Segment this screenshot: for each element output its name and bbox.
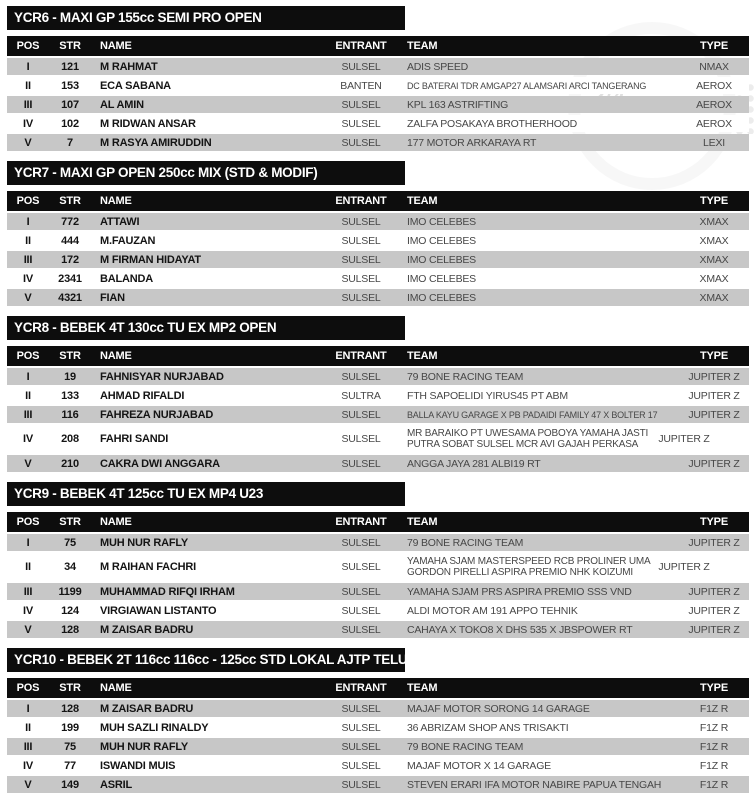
section-title-bar <box>7 648 417 672</box>
pos-cell: III <box>23 408 33 421</box>
name-cell: M RAHMAT <box>100 60 158 73</box>
team-cell: BALLA KAYU GARAGE X PB PADAIDI FAMILY 47 X BOLTER 17 <box>407 409 658 420</box>
col-header-str: STR <box>59 350 81 362</box>
name-cell: FIAN <box>100 291 125 304</box>
result-row <box>7 425 749 453</box>
pos-cell: IV <box>23 272 33 285</box>
str-cell: 208 <box>61 433 79 445</box>
col-header-pos: POS <box>16 516 40 528</box>
str-cell: 124 <box>61 604 79 617</box>
entrant-cell: SULSEL <box>341 291 381 304</box>
type-cell: JUPITER Z <box>688 457 740 470</box>
str-cell: 444 <box>61 234 79 247</box>
name-cell: BALANDA <box>100 272 153 285</box>
team-cell: 79 BONE RACING TEAM <box>407 536 524 549</box>
result-row <box>7 289 749 306</box>
name-cell: VIRGIAWAN LISTANTO <box>100 604 217 617</box>
result-row <box>7 134 749 151</box>
race-class-section <box>7 161 749 306</box>
team-cell: IMO CELEBES <box>407 291 476 304</box>
pos-cell: V <box>24 136 32 149</box>
pos-cell: I <box>26 370 30 383</box>
str-cell: 149 <box>61 778 79 791</box>
type-cell: JUPITER Z <box>688 623 740 636</box>
col-header-type: TYPE <box>700 195 728 207</box>
type-cell: F1Z R <box>699 759 729 772</box>
result-row <box>7 621 749 638</box>
pos-cell: I <box>26 536 30 549</box>
team-cell: 79 BONE RACING TEAM <box>407 370 524 383</box>
team-cell: MAJAF MOTOR SORONG 14 GARAGE <box>407 702 590 715</box>
name-cell: AL AMIN <box>100 98 144 111</box>
result-row <box>7 270 749 287</box>
result-row <box>7 58 749 75</box>
name-cell: ASRIL <box>100 778 133 791</box>
str-cell: 210 <box>61 457 79 470</box>
name-cell: CAKRA DWI ANGGARA <box>100 457 220 470</box>
col-header-pos: POS <box>16 40 40 52</box>
col-header-pos: POS <box>16 195 40 207</box>
table-header-row <box>7 678 749 698</box>
section-title-bar <box>7 316 405 340</box>
team-cell: KPL 163 ASTRIFTING <box>407 98 509 111</box>
col-header-team: TEAM <box>407 40 438 52</box>
col-header-type: TYPE <box>700 682 728 694</box>
team-cell: ALDI MOTOR AM 191 APPO TEHNIK <box>407 604 578 617</box>
team-cell: STEVEN ERARI IFA MOTOR NABIRE PAPUA TENGAH <box>407 778 662 791</box>
entrant-cell: SULSEL <box>341 561 381 573</box>
type-cell: AEROX <box>696 98 732 111</box>
str-cell: 772 <box>61 215 79 228</box>
col-header-team: TEAM <box>407 682 438 694</box>
entrant-cell: SULSEL <box>341 702 381 715</box>
result-row <box>7 776 749 793</box>
entrant-cell: SULSEL <box>341 585 381 598</box>
result-row <box>7 700 749 717</box>
table-header-row <box>7 512 749 532</box>
pos-cell: III <box>23 98 33 111</box>
type-cell: JUPITER Z <box>688 370 740 383</box>
team-cell: ZALFA POSAKAYA BROTHERHOOD <box>407 117 578 130</box>
pos-cell: I <box>26 60 30 73</box>
team-cell: MAJAF MOTOR X 14 GARAGE <box>407 759 551 772</box>
pos-cell: I <box>26 215 30 228</box>
col-header-str: STR <box>59 516 81 528</box>
entrant-cell: SULSEL <box>341 370 381 383</box>
team-cell: 177 MOTOR ARKARAYA RT <box>407 136 537 149</box>
type-cell: JUPITER Z <box>658 561 710 573</box>
team-cell: IMO CELEBES <box>407 253 476 266</box>
team-cell: IMO CELEBES <box>407 215 476 228</box>
col-header-name: NAME <box>100 516 132 528</box>
pos-cell: IV <box>23 433 33 445</box>
type-cell: AEROX <box>696 117 732 130</box>
team-cell: ADIS SPEED <box>407 60 469 73</box>
str-cell: 75 <box>64 536 76 549</box>
result-row <box>7 583 749 600</box>
str-cell: 1199 <box>58 585 82 598</box>
type-cell: XMAX <box>699 215 729 228</box>
pos-cell: II <box>25 234 31 247</box>
str-cell: 19 <box>64 370 76 383</box>
team-cell: IMO CELEBES <box>407 272 476 285</box>
type-cell: XMAX <box>699 272 729 285</box>
str-cell: 7 <box>67 136 73 149</box>
result-row <box>7 719 749 736</box>
entrant-cell: SULSEL <box>341 604 381 617</box>
name-cell: MUHAMMAD RIFQI IRHAM <box>100 585 235 598</box>
str-cell: 77 <box>64 759 76 772</box>
pos-cell: V <box>24 457 32 470</box>
str-cell: 153 <box>61 79 79 92</box>
str-cell: 75 <box>64 740 76 753</box>
race-class-section <box>7 6 749 151</box>
pos-cell: III <box>23 253 33 266</box>
team-cell: MR BARAIKO PT UWESAMA POBOYA YAMAHA JASTI PUTRA SOBAT SULSEL MCR AVI GAJAH PERKASA <box>407 427 649 450</box>
name-cell: M FIRMAN HIDAYAT <box>100 253 201 266</box>
type-cell: XMAX <box>699 253 729 266</box>
col-header-name: NAME <box>100 195 132 207</box>
race-class-section <box>7 316 749 472</box>
entrant-cell: SULTRA <box>341 389 381 402</box>
str-cell: 133 <box>61 389 79 402</box>
name-cell: ISWANDI MUIS <box>100 759 176 772</box>
name-cell: MUH NUR RAFLY <box>100 740 189 753</box>
team-cell: ANGGA JAYA 281 ALBI19 RT <box>407 457 541 470</box>
entrant-cell: SULSEL <box>341 778 381 791</box>
col-header-entrant: ENTRANT <box>335 350 387 362</box>
name-cell: M.FAUZAN <box>100 234 156 247</box>
entrant-cell: SULSEL <box>341 60 381 73</box>
table-header-row <box>7 346 749 366</box>
section-title: YCR6 - MAXI GP 155cc SEMI PRO OPEN <box>14 10 262 25</box>
result-row <box>7 251 749 268</box>
team-cell: CAHAYA X TOKO8 X DHS 535 X JBSPOWER RT <box>407 623 633 636</box>
type-cell: JUPITER Z <box>658 433 710 445</box>
name-cell: FAHNISYAR NURJABAD <box>100 370 224 383</box>
col-header-entrant: ENTRANT <box>335 40 387 52</box>
result-row <box>7 602 749 619</box>
name-cell: FAHREZA NURJABAD <box>100 408 214 421</box>
type-cell: F1Z R <box>699 740 729 753</box>
pos-cell: II <box>25 389 31 402</box>
col-header-team: TEAM <box>407 350 438 362</box>
col-header-type: TYPE <box>700 40 728 52</box>
name-cell: M RIDWAN ANSAR <box>100 117 196 130</box>
str-cell: 107 <box>61 98 79 111</box>
str-cell: 199 <box>61 721 79 734</box>
section-title-bar <box>7 161 405 185</box>
team-cell: 36 ABRIZAM SHOP ANS TRISAKTI <box>407 721 569 734</box>
result-row <box>7 213 749 230</box>
result-row <box>7 534 749 551</box>
col-header-pos: POS <box>16 682 40 694</box>
str-cell: 102 <box>61 117 79 130</box>
name-cell: M RASYA AMIRUDDIN <box>100 136 212 149</box>
result-row <box>7 455 749 472</box>
type-cell: F1Z R <box>699 702 729 715</box>
pos-cell: I <box>26 702 30 715</box>
section-title: YCR7 - MAXI GP OPEN 250cc MIX (STD & MODIF) <box>14 165 318 180</box>
type-cell: XMAX <box>699 234 729 247</box>
col-header-team: TEAM <box>407 516 438 528</box>
entrant-cell: SULSEL <box>341 234 381 247</box>
col-header-str: STR <box>59 40 81 52</box>
entrant-cell: SULSEL <box>341 136 381 149</box>
pos-cell: III <box>23 585 33 598</box>
section-rows <box>7 534 749 638</box>
result-row <box>7 757 749 774</box>
race-class-section <box>7 648 749 793</box>
col-header-pos: POS <box>16 350 40 362</box>
name-cell: FAHRI SANDI <box>100 433 169 445</box>
type-cell: JUPITER Z <box>688 408 740 421</box>
pos-cell: II <box>25 561 31 573</box>
entrant-cell: SULSEL <box>341 721 381 734</box>
col-header-entrant: ENTRANT <box>335 195 387 207</box>
team-cell: IMO CELEBES <box>407 234 476 247</box>
entrant-cell: SULSEL <box>341 433 381 445</box>
team-cell: 79 BONE RACING TEAM <box>407 740 524 753</box>
entrant-cell: SULSEL <box>341 272 381 285</box>
section-rows <box>7 58 749 151</box>
name-cell: M ZAISAR BADRU <box>100 623 194 636</box>
result-row <box>7 368 749 385</box>
result-row <box>7 406 749 423</box>
team-cell: DC BATERAI TDR AMGAP27 ALAMSARI ARCI TANGERANG <box>407 80 647 91</box>
str-cell: 116 <box>61 408 79 421</box>
entrant-cell: SULSEL <box>341 623 381 636</box>
entrant-cell: SULSEL <box>341 457 381 470</box>
col-header-name: NAME <box>100 682 132 694</box>
team-cell: YAMAHA SJAM PRS ASPIRA PREMIO SSS VND <box>407 585 632 598</box>
result-row <box>7 387 749 404</box>
str-cell: 4321 <box>58 291 82 304</box>
result-row <box>7 738 749 755</box>
table-header-row <box>7 191 749 211</box>
pos-cell: IV <box>23 759 33 772</box>
section-title-bar <box>7 6 405 30</box>
col-header-str: STR <box>59 682 81 694</box>
name-cell: M RAIHAN FACHRI <box>100 561 196 573</box>
team-cell: YAMAHA SJAM MASTERSPEED RCB PROLINER UMA GORDON PIRELLI ASPIRA PREMIO NHK KOIZUMI <box>407 555 650 578</box>
str-cell: 121 <box>61 60 79 73</box>
str-cell: 128 <box>61 623 79 636</box>
name-cell: MUH NUR RAFLY <box>100 536 189 549</box>
result-row <box>7 553 749 581</box>
name-cell: MUH SAZLI RINALDY <box>100 721 209 734</box>
col-header-type: TYPE <box>700 516 728 528</box>
section-title: YCR8 - BEBEK 4T 130cc TU EX MP2 OPEN <box>14 320 277 335</box>
entrant-cell: SULSEL <box>341 408 381 421</box>
col-header-name: NAME <box>100 40 132 52</box>
type-cell: AEROX <box>696 79 732 92</box>
section-rows <box>7 700 749 793</box>
type-cell: NMAX <box>699 60 729 73</box>
pos-cell: II <box>25 721 31 734</box>
name-cell: AHMAD RIFALDI <box>100 389 185 402</box>
section-rows <box>7 213 749 306</box>
str-cell: 2341 <box>58 272 82 285</box>
str-cell: 34 <box>64 561 76 573</box>
pos-cell: IV <box>23 117 33 130</box>
section-title: YCR10 - BEBEK 2T 116cc 116cc - 125cc STD LOKAL AJTP TELUR <box>14 652 417 667</box>
entrant-cell: SULSEL <box>341 215 381 228</box>
table-header-row <box>7 36 749 56</box>
col-header-entrant: ENTRANT <box>335 516 387 528</box>
pos-cell: IV <box>23 604 33 617</box>
pos-cell: V <box>24 291 32 304</box>
result-row <box>7 77 749 94</box>
type-cell: F1Z R <box>699 721 729 734</box>
result-row <box>7 115 749 132</box>
section-title: YCR9 - BEBEK 4T 125cc TU EX MP4 U23 <box>14 486 264 501</box>
entrant-cell: SULSEL <box>341 117 381 130</box>
type-cell: LEXI <box>703 136 725 149</box>
pos-cell: III <box>23 740 33 753</box>
col-header-team: TEAM <box>407 195 438 207</box>
col-header-str: STR <box>59 195 81 207</box>
entrant-cell: SULSEL <box>341 536 381 549</box>
entrant-cell: BANTEN <box>340 79 382 92</box>
pos-cell: II <box>25 79 31 92</box>
section-rows <box>7 368 749 472</box>
name-cell: ATTAWI <box>100 215 140 228</box>
entrant-cell: SULSEL <box>341 740 381 753</box>
result-row <box>7 232 749 249</box>
type-cell: JUPITER Z <box>688 389 740 402</box>
type-cell: JUPITER Z <box>688 604 740 617</box>
str-cell: 128 <box>61 702 79 715</box>
type-cell: F1Z R <box>699 778 729 791</box>
pos-cell: V <box>24 778 32 791</box>
col-header-entrant: ENTRANT <box>335 682 387 694</box>
section-title-bar <box>7 482 405 506</box>
entrant-cell: SULSEL <box>341 98 381 111</box>
result-row <box>7 96 749 113</box>
type-cell: JUPITER Z <box>688 585 740 598</box>
type-cell: JUPITER Z <box>688 536 740 549</box>
entrant-cell: SULSEL <box>341 759 381 772</box>
name-cell: M ZAISAR BADRU <box>100 702 194 715</box>
pos-cell: V <box>24 623 32 636</box>
col-header-name: NAME <box>100 350 132 362</box>
race-class-section <box>7 482 749 638</box>
col-header-type: TYPE <box>700 350 728 362</box>
entrant-cell: SULSEL <box>341 253 381 266</box>
type-cell: XMAX <box>699 291 729 304</box>
str-cell: 172 <box>61 253 79 266</box>
name-cell: ECA SABANA <box>100 79 171 92</box>
team-cell: FTH SAPOELIDI YIRUS45 PT ABM <box>407 389 568 402</box>
